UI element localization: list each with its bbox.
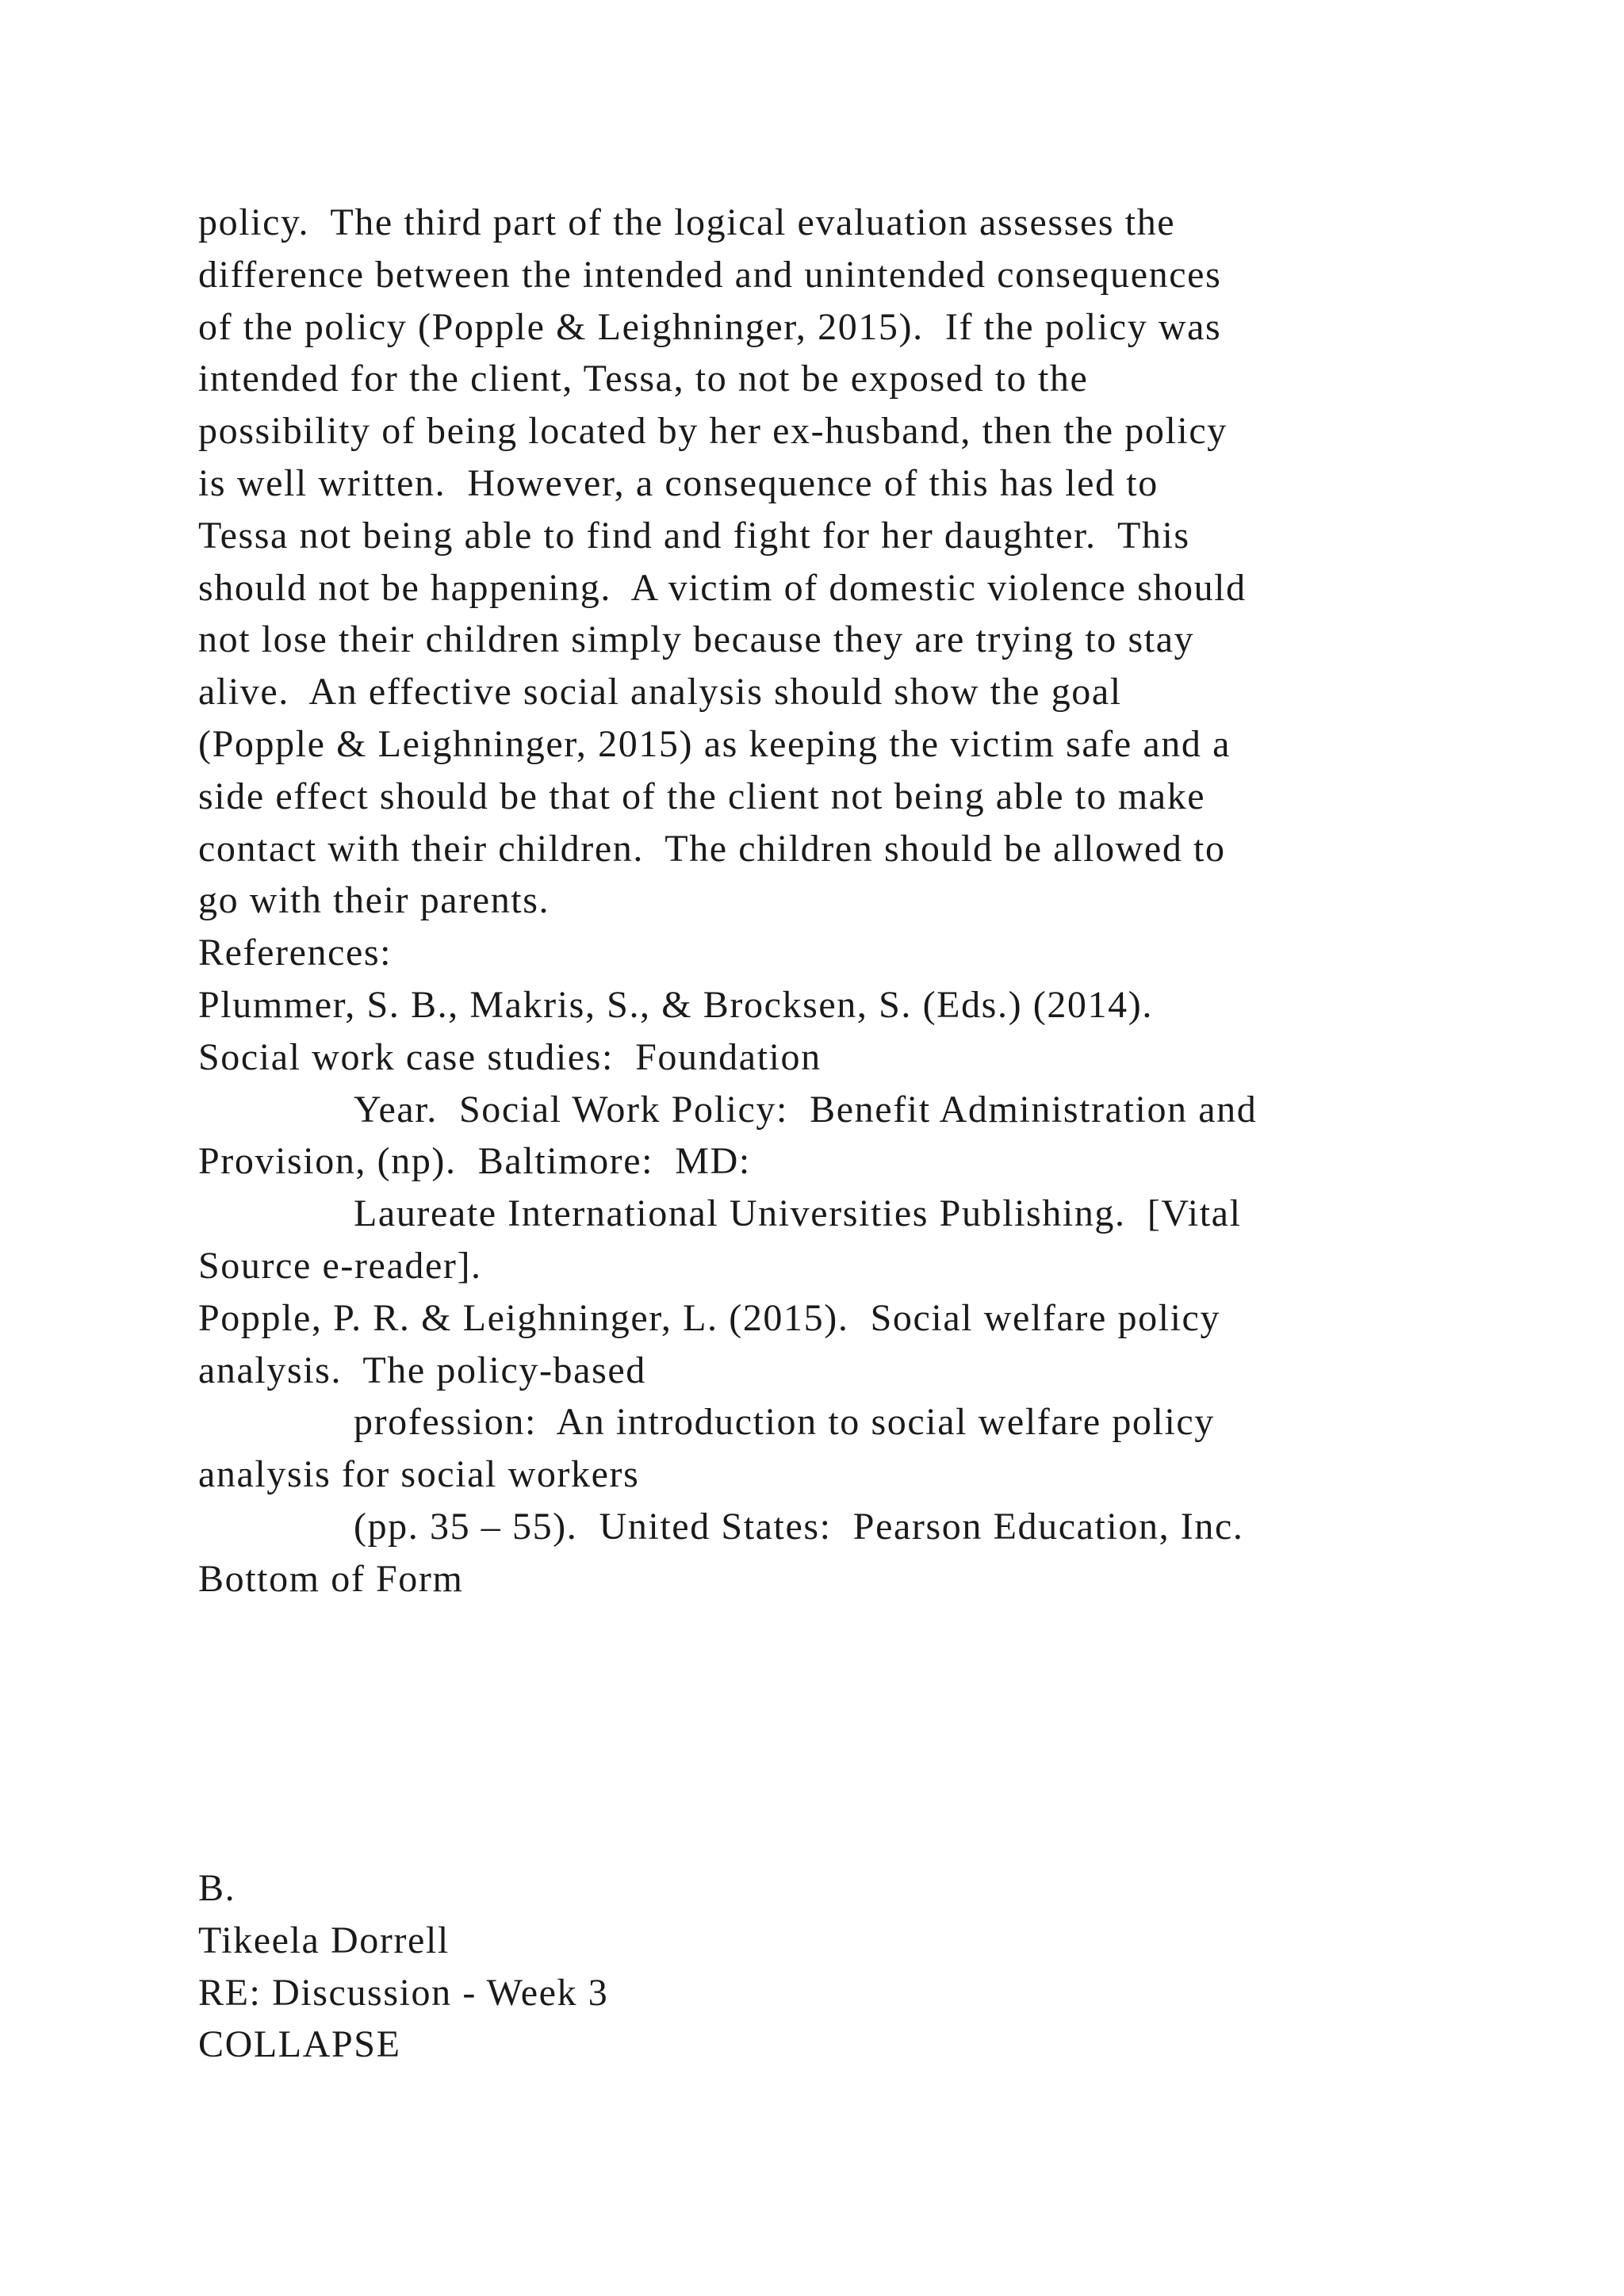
- body-line: should not be happening. A victim of domestic violence should: [198, 566, 1247, 609]
- reference-line-indented: (pp. 35 – 55). United States: Pearson Education, Inc.: [354, 1505, 1244, 1548]
- reference-line-indented: Laureate International Universities Publishing. [Vital: [354, 1192, 1242, 1235]
- reference-line: Social work case studies: Foundation: [198, 1035, 822, 1078]
- reference-line-indented: Year. Social Work Policy: Benefit Administration and: [354, 1088, 1258, 1131]
- reference-line: analysis. The policy-based: [198, 1349, 646, 1391]
- next-post-header: [198, 1862, 1507, 2071]
- post-author: Tikeela Dorrell: [198, 1919, 450, 1961]
- body-line: difference between the intended and unintended consequences: [198, 253, 1222, 296]
- reference-line: Plummer, S. B., Makris, S., & Brocksen, S. (Eds.) (2014).: [198, 983, 1153, 1026]
- body-line: go with their parents.: [198, 879, 550, 922]
- body-line: policy. The third part of the logical evaluation assesses the: [198, 201, 1176, 243]
- reference-line: Provision, (np). Baltimore: MD:: [198, 1140, 751, 1183]
- reference-line-indented: profession: An introduction to social welfare policy: [354, 1401, 1215, 1444]
- body-line: possibility of being located by her ex-husband, then the policy: [198, 410, 1228, 453]
- body-line: is well written. However, a consequence of this has led to: [198, 461, 1159, 504]
- reference-line: analysis for social workers: [198, 1453, 640, 1496]
- post-body: [198, 197, 1507, 1605]
- body-line: intended for the client, Tessa, to not be exposed to the: [198, 358, 1089, 400]
- collapse-link[interactable]: COLLAPSE: [198, 2023, 401, 2066]
- bottom-of-form-label: Bottom of Form: [198, 1557, 464, 1600]
- references-heading: References:: [198, 932, 393, 974]
- body-line: (Popple & Leighninger, 2015) as keeping the victim safe and a: [198, 722, 1231, 765]
- body-line: of the policy (Popple & Leighninger, 2015). If the policy was: [198, 305, 1222, 348]
- reference-line: Source e-reader].: [198, 1244, 482, 1287]
- body-line: side effect should be that of the client not being able to make: [198, 775, 1206, 817]
- reference-line: Popple, P. R. & Leighninger, L. (2015). Social welfare policy: [198, 1296, 1221, 1339]
- post-subject: RE: Discussion - Week 3: [198, 1971, 609, 2014]
- body-line: not lose their children simply because they are trying to stay: [198, 618, 1195, 661]
- body-line: contact with their children. The children should be allowed to: [198, 827, 1226, 870]
- post-label: B.: [198, 1867, 236, 1909]
- body-line: Tessa not being able to find and fight for her daughter. This: [198, 514, 1190, 557]
- body-line: alive. An effective social analysis should show the goal: [198, 671, 1122, 714]
